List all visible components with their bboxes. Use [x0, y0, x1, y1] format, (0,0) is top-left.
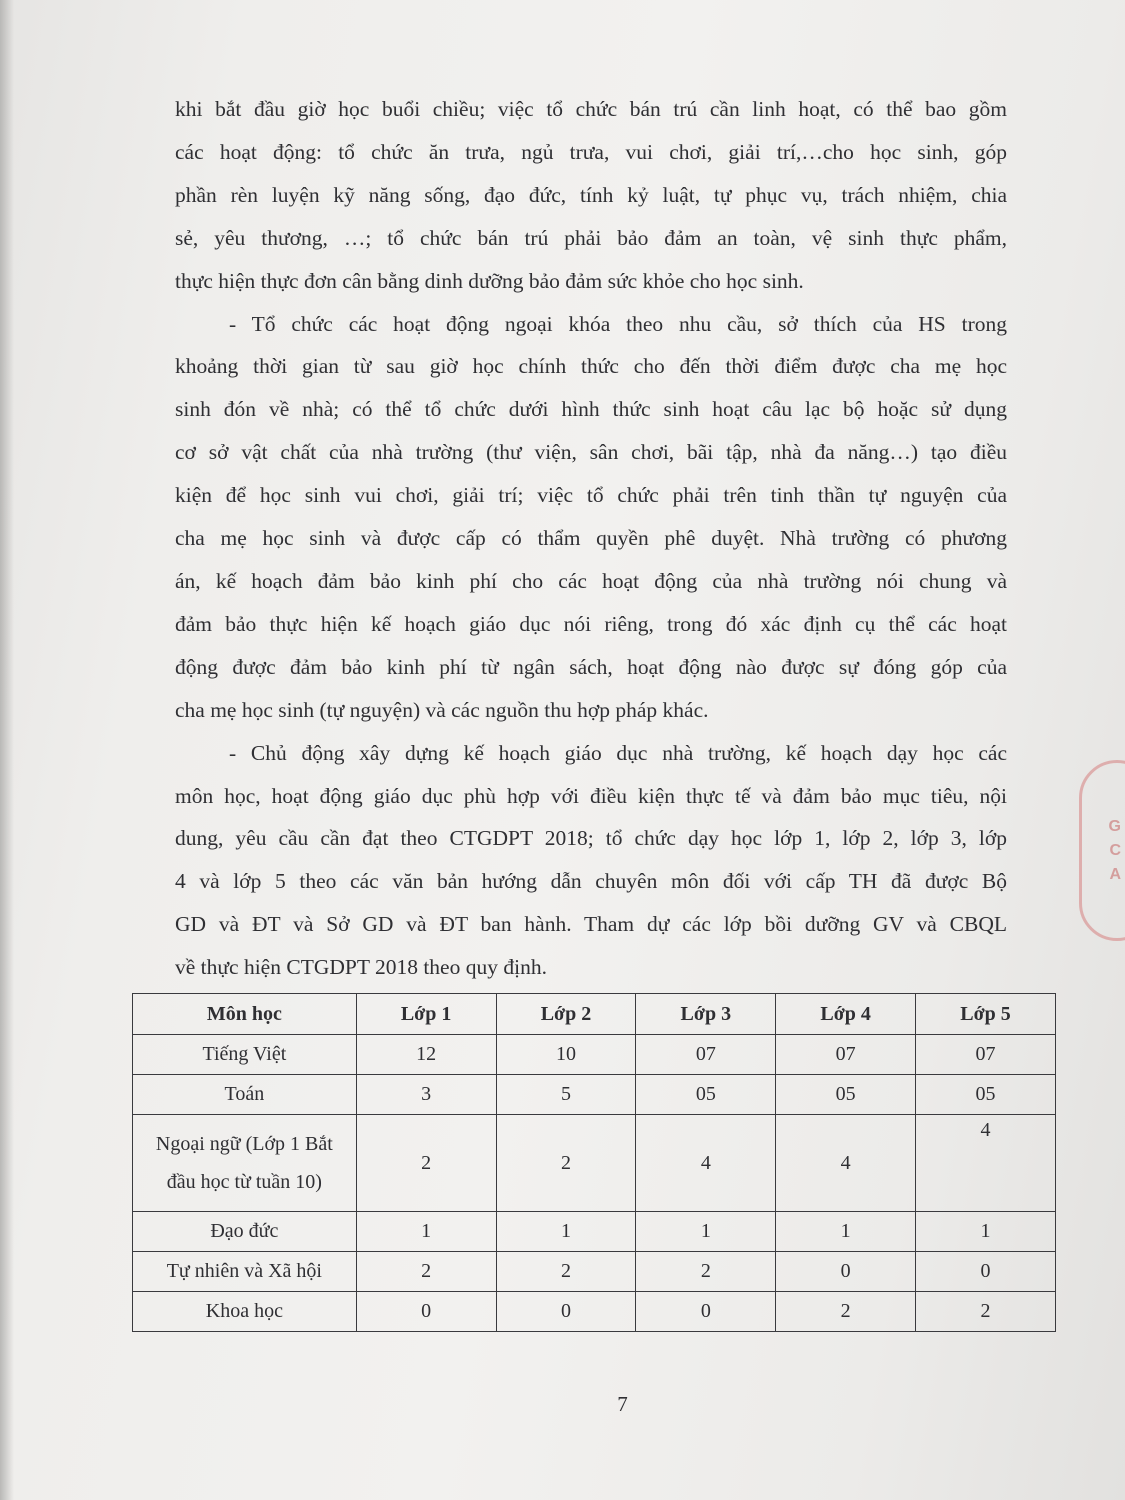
subject-line: đầu học từ tuần 10): [166, 1171, 322, 1193]
table-cell: 05: [916, 1075, 1056, 1115]
subject-cell: Khoa học: [133, 1292, 357, 1332]
text-line: phần rèn luyện kỹ năng sống, đạo đức, tính kỷ luật, tự phục vụ, trách nhiệm, chia: [175, 182, 1007, 207]
text-line: cha mẹ học sinh (tự nguyện) và các nguồn thu hợp pháp khác.: [175, 697, 709, 722]
table-cell: 07: [776, 1035, 916, 1075]
text-line: khoảng thời gian từ sau giờ học chính thức cho đến thời điểm được cha mẹ học: [175, 354, 1007, 379]
table-cell: 0: [356, 1292, 496, 1332]
table-cell: 1: [776, 1212, 916, 1252]
text-line: - Tổ chức các hoạt động ngoại khóa theo nhu cầu, sở thích của HS trong: [229, 311, 1007, 336]
text-line: dung, yêu cầu cần đạt theo CTGDPT 2018; tổ chức dạy học lớp 1, lớp 2, lớp 3, lớp: [175, 826, 1007, 851]
table-cell: 3: [356, 1075, 496, 1115]
subject-cell: [133, 1115, 357, 1212]
body-text: [175, 88, 1007, 989]
text-line: 4 và lớp 5 theo các văn bản hướng dẫn chuyên môn đối với cấp TH đã được Bộ: [175, 869, 1007, 894]
table-cell: 07: [916, 1035, 1056, 1075]
table-row: [133, 1075, 1056, 1115]
text-line: - Chủ động xây dựng kế hoạch giáo dục nhà trường, kế hoạch dạy học các: [229, 740, 1007, 765]
table-cell: 4: [776, 1115, 916, 1212]
text-line: cha mẹ học sinh và được cấp có thẩm quyền phê duyệt. Nhà trường có phương: [175, 526, 1007, 551]
text-line: môn học, hoạt động giáo dục phù hợp với điều kiện thực tế và đảm bảo mục tiêu, nội: [175, 783, 1007, 808]
table-cell: 05: [636, 1075, 776, 1115]
text-line: GD và ĐT và Sở GD và ĐT ban hành. Tham dự các lớp bồi dưỡng GV và CBQL: [175, 912, 1007, 937]
table-cell: 2: [356, 1115, 496, 1212]
table-cell: 05: [776, 1075, 916, 1115]
table-header-cell: Lớp 1: [356, 994, 496, 1035]
text-line: khi bắt đầu giờ học buổi chiều; việc tổ chức bán trú cần linh hoạt, có thể bao gồm: [175, 97, 1007, 121]
text-line: về thực hiện CTGDPT 2018 theo quy định.: [175, 955, 547, 980]
table-header-cell: Lớp 2: [496, 994, 636, 1035]
table-cell: 4: [636, 1115, 776, 1212]
table-cell: 10: [496, 1035, 636, 1075]
table-row: [133, 1212, 1056, 1252]
table-cell: 1: [356, 1212, 496, 1252]
table-cell: 2: [636, 1252, 776, 1292]
table-cell: 1: [636, 1212, 776, 1252]
stamp-mark: G: [1108, 818, 1121, 835]
text-line: sinh đón về nhà; có thể tổ chức dưới hình thức sinh hoạt câu lạc bộ hoặc sử dụng: [175, 397, 1007, 422]
table-cell: 0: [636, 1292, 776, 1332]
text-line: án, kế hoạch đảm bảo kinh phí cho các hoạt động của nhà trường nói chung và: [175, 568, 1007, 593]
lesson-count-table: [132, 993, 1056, 1332]
table-row: [133, 1035, 1056, 1075]
table-cell: 0: [916, 1252, 1056, 1292]
table-header-cell: Lớp 4: [776, 994, 916, 1035]
subject-cell: Đạo đức: [133, 1212, 357, 1252]
text-line: các hoạt động: tổ chức ăn trưa, ngủ trưa, vui chơi, giải trí,…cho học sinh, góp: [175, 139, 1007, 164]
table-cell: 12: [356, 1035, 496, 1075]
table-row: [133, 1252, 1056, 1292]
table-cell: 0: [776, 1252, 916, 1292]
page-fold-shadow: [0, 0, 14, 1500]
stamp-mark: A: [1109, 866, 1121, 883]
page-number: 7: [617, 1392, 628, 1416]
table-row: [133, 1292, 1056, 1332]
table-cell: 2: [356, 1252, 496, 1292]
subject-cell: Tự nhiên và Xã hội: [133, 1252, 357, 1292]
subject-cell: Tiếng Việt: [133, 1035, 357, 1075]
text-line: thực hiện thực đơn cân bằng dinh dưỡng bảo đảm sức khỏe cho học sinh.: [175, 268, 804, 293]
table-header-cell: Môn học: [133, 994, 357, 1035]
table-header-cell: Lớp 3: [636, 994, 776, 1035]
table-cell: 2: [496, 1115, 636, 1212]
text-line: động được đảm bảo kinh phí từ ngân sách, hoạt động nào được sự đóng góp của: [175, 654, 1007, 679]
text-line: sẻ, yêu thương, …; tổ chức bán trú phải bảo đảm an toàn, vệ sinh thực phẩm,: [175, 225, 1007, 250]
table-cell: 1: [496, 1212, 636, 1252]
text-line: cơ sở vật chất của nhà trường (thư viện, sân chơi, bãi tập, nhà đa năng…) tạo điều: [175, 440, 1007, 465]
subject-line: Ngoại ngữ (Lớp 1 Bắt: [155, 1133, 333, 1155]
text-line: kiện để học sinh vui chơi, giải trí; việc tổ chức phải trên tinh thần tự nguyện của: [175, 483, 1007, 508]
table-header-row: [133, 994, 1056, 1035]
text-line: đảm bảo thực hiện kế hoạch giáo dục nói riêng, trong đó xác định cụ thể các hoạt: [175, 611, 1007, 636]
table-cell: 5: [496, 1075, 636, 1115]
table-cell: 2: [496, 1252, 636, 1292]
table-header-cell: Lớp 5: [916, 994, 1056, 1035]
table-cell: 4: [916, 1115, 1056, 1212]
table-row: [133, 1115, 1056, 1212]
table-cell: 2: [776, 1292, 916, 1332]
table-cell: 07: [636, 1035, 776, 1075]
table-cell: 0: [496, 1292, 636, 1332]
table-cell: 2: [916, 1292, 1056, 1332]
subject-cell: Toán: [133, 1075, 357, 1115]
stamp-mark: C: [1109, 842, 1121, 859]
table-cell: 1: [916, 1212, 1056, 1252]
